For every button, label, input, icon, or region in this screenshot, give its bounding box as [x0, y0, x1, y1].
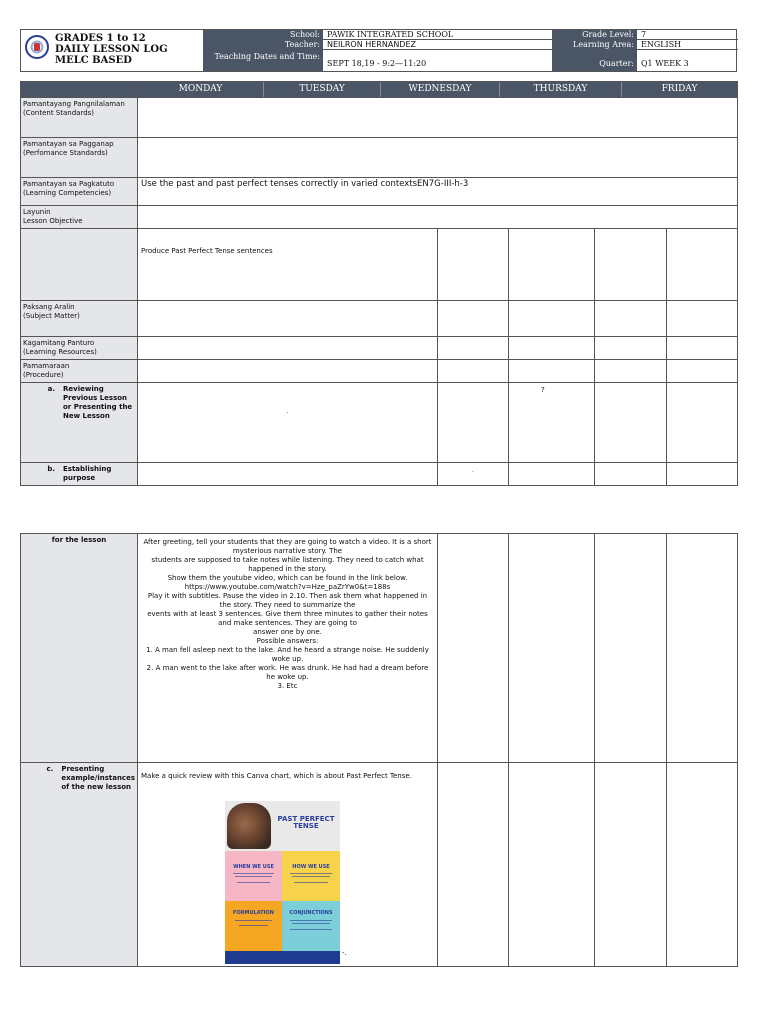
- section-title: WHEN WE USE: [233, 864, 274, 870]
- cell-empty: [438, 763, 509, 967]
- section-title: CONJUNCTIONS: [289, 910, 333, 916]
- item-letter: c.: [46, 765, 54, 773]
- objective-detail-monday: Produce Past Perfect Tense sentences: [138, 229, 438, 301]
- item-label: Establishing purpose: [63, 465, 112, 482]
- dot-mark: .: [286, 408, 289, 415]
- cell-empty: [438, 360, 509, 383]
- school-value: PAWIK INTEGRATED SCHOOL: [323, 30, 553, 40]
- dates-label: Teaching Dates and Time:: [203, 50, 323, 71]
- item-label: Reviewing Previous Lesson or Presenting the New Lesson: [63, 385, 133, 420]
- cell-empty: [595, 763, 667, 967]
- purpose-label: [23, 465, 135, 483]
- competencies-value: Use the past and past perfect tenses correctly in varied contextsEN7G-III-h-3: [138, 178, 738, 206]
- day-thursday: THURSDAY: [500, 82, 622, 97]
- chart-header: [225, 801, 340, 851]
- lesson-log-table: [20, 81, 738, 486]
- row-title: Pamantayan sa Pagganap: [23, 140, 114, 148]
- area-label: Learning Area:: [553, 40, 637, 50]
- cell-empty: [138, 337, 438, 360]
- row-sub: (Subject Matter): [23, 312, 80, 320]
- instructions-cell: [138, 534, 438, 763]
- cell-empty: [667, 301, 738, 337]
- row-title: Layunin: [23, 208, 51, 216]
- competencies-row: [21, 178, 738, 206]
- day-tuesday: TUESDAY: [264, 82, 381, 97]
- row-title: Pamantayan sa Pagkatuto: [23, 180, 115, 188]
- when-we-use-panel: [225, 851, 282, 901]
- row-label: [21, 138, 138, 178]
- area-value: ENGLISH: [637, 40, 738, 50]
- cell-empty: [438, 383, 509, 463]
- content-standards-value: [138, 98, 738, 138]
- row-label: [21, 229, 138, 301]
- cell-empty: [595, 301, 667, 337]
- resources-row: [21, 337, 738, 360]
- review-label: [23, 385, 135, 421]
- instruction-line: Possible answers:: [256, 637, 319, 645]
- cell-empty: [595, 229, 667, 301]
- log-title: [55, 33, 168, 66]
- cell-empty: [667, 383, 738, 463]
- instruction-line: 2. A man went to the lake after work. He was drunk. He had had a dream before he woke up.: [146, 664, 429, 681]
- cell-empty: [595, 360, 667, 383]
- day-friday: FRIDAY: [661, 84, 698, 94]
- cell-empty: [595, 337, 667, 360]
- content-standards-row: [21, 98, 738, 138]
- row-label: [21, 98, 138, 138]
- presenting-label: [23, 765, 135, 792]
- title-line: DAILY LESSON LOG: [55, 44, 168, 55]
- row-label: [21, 337, 138, 360]
- purpose-row: [21, 463, 738, 486]
- instruction-line: events with at least 3 sentences. Give them three minutes to gather their notes and make sentences. They are going to: [147, 610, 428, 627]
- cell-empty: [667, 463, 738, 486]
- purpose-tuesday: .: [438, 463, 509, 486]
- cell-empty: [138, 360, 438, 383]
- deped-seal-icon: [25, 35, 49, 59]
- cell-empty: [509, 301, 595, 337]
- cell-empty: [509, 360, 595, 383]
- cell-empty: [595, 534, 667, 763]
- instruction-line: 3. Etc: [277, 682, 298, 690]
- how-we-use-panel: [282, 851, 340, 901]
- instruction-line: Play it with subtitles. Pause the video in 2.10. Then ask them what happened in the story. They need to summarize the: [147, 592, 428, 609]
- chart-title: PAST PERFECT TENSE: [277, 815, 335, 830]
- instruction-line: 1. A man fell asleep next to the lake. And he heard a strange noise. He suddenly woke up.: [146, 646, 429, 663]
- chart-footer-band: [225, 951, 340, 964]
- purpose-cont-label: for the lesson: [21, 534, 138, 763]
- cell-empty: [438, 301, 509, 337]
- subject-matter-row: [21, 301, 738, 337]
- instruction-line: answer one by one.: [253, 628, 322, 636]
- cell-empty: [438, 229, 509, 301]
- title-line: GRADES 1 to 12: [55, 33, 146, 44]
- dates-value: SEPT 18,19 - 9:2—11:20: [323, 50, 553, 71]
- cell-empty: [509, 763, 595, 967]
- row-title: Pamantayang Pangnilalaman: [23, 100, 125, 108]
- objective-value: [138, 206, 738, 229]
- trail-mark: -.: [342, 949, 347, 957]
- cell-empty: [509, 534, 595, 763]
- header-block: [20, 29, 737, 72]
- performance-standards-value: [138, 138, 738, 178]
- row-sub: (Perfomance Standards): [23, 149, 108, 157]
- canva-chart-image: [225, 801, 340, 964]
- title-cell: [21, 30, 204, 71]
- cell-empty: [509, 337, 595, 360]
- objective-detail-row: [21, 229, 738, 301]
- purpose-cont-row: [21, 534, 738, 763]
- objective-row: [21, 206, 738, 229]
- squirrel-photo-icon: [227, 803, 271, 849]
- row-title: Kagamitang Panturo: [23, 339, 95, 347]
- grade-label: Grade Level:: [553, 30, 637, 40]
- cell-empty: [667, 337, 738, 360]
- cell-empty: [138, 463, 438, 486]
- item-label: Presenting example/instances of the new lesson: [61, 765, 135, 791]
- section-title: FORMULATION: [233, 910, 274, 916]
- days-strip: [138, 82, 738, 98]
- cell-empty: [509, 229, 595, 301]
- day-wednesday: WEDNESDAY: [381, 82, 500, 97]
- instruction-line: https://www.youtube.com/watch?v=Hze_paZrYw0&t=188s: [184, 583, 391, 591]
- lesson-log-table-continued: [20, 533, 738, 967]
- row-label: [21, 360, 138, 383]
- cell-empty: [667, 229, 738, 301]
- row-sub: (Procedure): [23, 371, 64, 379]
- section-title: HOW WE USE: [292, 864, 330, 870]
- teacher-label: Teacher:: [203, 40, 323, 50]
- corner-cell: [21, 82, 138, 98]
- cell-empty: [509, 463, 595, 486]
- item-letter: a.: [47, 385, 55, 393]
- review-monday: [138, 383, 438, 463]
- cell-empty: [595, 463, 667, 486]
- formulation-panel: [225, 901, 282, 951]
- procedure-row: [21, 360, 738, 383]
- presenting-text: Make a quick review with this Canva chart, which is about Past Perfect Tense.: [141, 772, 412, 780]
- day-monday: MONDAY: [138, 82, 264, 97]
- row-label: [21, 463, 138, 486]
- teacher-value: NEILRON HERNANDEZ: [323, 40, 553, 50]
- presenting-row: [21, 763, 738, 967]
- row-label: [21, 383, 138, 463]
- performance-standards-row: [21, 138, 738, 178]
- row-label: [21, 763, 138, 967]
- cell-empty: [595, 383, 667, 463]
- title-line: MELC BASED: [55, 55, 132, 66]
- row-sub: Lesson Objective: [23, 217, 83, 225]
- instruction-line: After greeting, tell your students that they are going to watch a video. It is a short mysterious narrative story. The: [143, 538, 432, 555]
- quarter-value: Q1 WEEK 3: [641, 59, 689, 68]
- row-label: [21, 206, 138, 229]
- instruction-line: Show them the youtube video, which can be found in the link below.: [167, 574, 408, 582]
- days-header-row: [21, 82, 738, 98]
- row-sub: (Learning Resources): [23, 348, 97, 356]
- grade-value: 7: [637, 30, 738, 40]
- row-sub: (Learning Competencies): [23, 189, 112, 197]
- row-label: [21, 301, 138, 337]
- conjunctions-panel: [282, 901, 340, 951]
- row-label: [21, 178, 138, 206]
- cell-empty: [438, 337, 509, 360]
- row-sub: (Content Standards): [23, 109, 95, 117]
- review-row: [21, 383, 738, 463]
- instruction-line: students are supposed to take notes while listening. They need to catch what happened in the story.: [151, 556, 424, 573]
- cell-empty: [438, 534, 509, 763]
- cell-empty: [667, 360, 738, 383]
- cell-empty: [138, 301, 438, 337]
- cell-empty: [667, 763, 738, 967]
- school-label: School:: [203, 30, 323, 40]
- row-title: Paksang Aralin: [23, 303, 75, 311]
- cell-empty: [667, 534, 738, 763]
- quarter-label: Quarter:: [553, 50, 637, 71]
- item-letter: b.: [47, 465, 55, 473]
- review-thursday: ?: [509, 383, 595, 463]
- row-title: Pamamaraan: [23, 362, 70, 370]
